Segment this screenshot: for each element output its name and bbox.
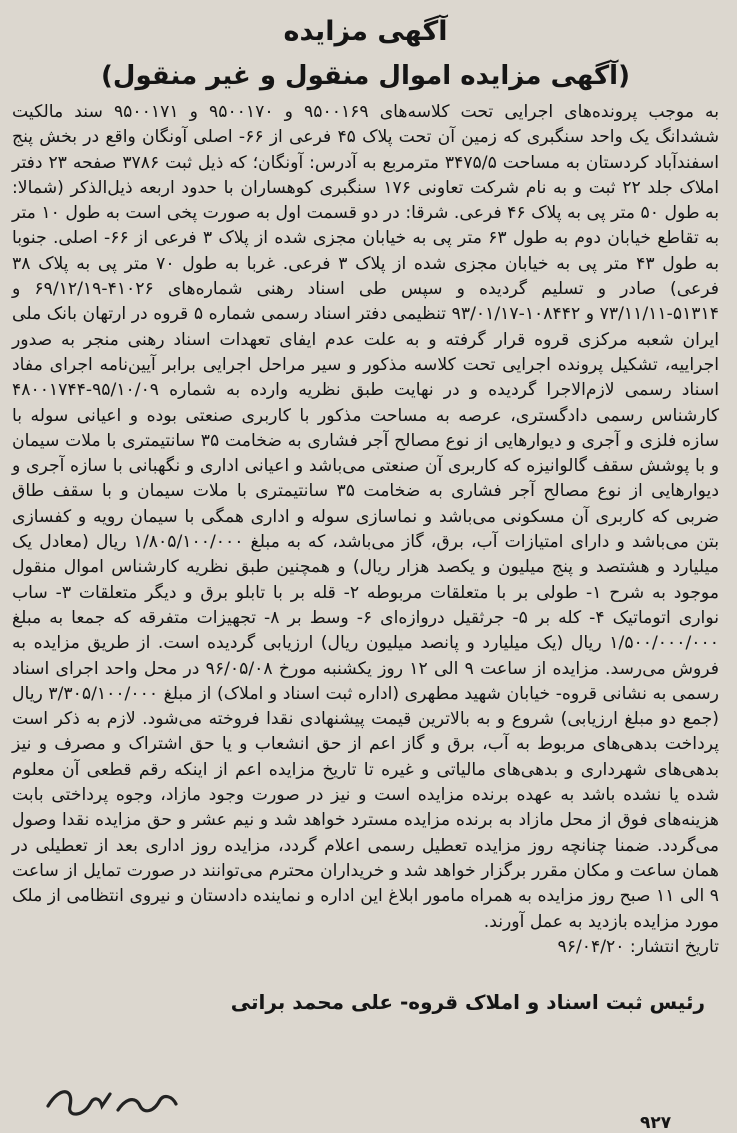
publication-date: تاریخ انتشار: ۹۶/۰۴/۲۰	[557, 936, 719, 957]
notice-subtitle: (آگهی مزایده اموال منقول و غیر منقول)	[101, 61, 630, 91]
page-number: ۹۲۷	[640, 1113, 672, 1133]
notice-title: آگهی مزایده	[283, 16, 448, 47]
signature-line: رئیس ثبت اسناد و املاک قروه- علی محمد براتی	[230, 989, 705, 1014]
handwritten-signature-icon	[40, 1076, 190, 1124]
notice-body: به موجب پرونده‌های اجرایی تحت کلاسه‌های ۹۵۰۰۱۶۹ و ۹۵۰۰۱۷۰ و ۹۵۰۰۱۷۱ سند مالکیت ششدانگ یک واحد سنگبری که زمین آن تحت پلاک ۴۵ فرعی از ۶۶- اصلی آونگان واقع در بخش پنج اسفندآباد کردستان به مساحت ۳۴۷۵/۵ مترمربع به آدرس: آونگان؛ که ذیل ثبت ۳۷۸۶ صفحه ۲۳ دفتر املاک جلد ۲۲ ثبت و به نام شرکت تعاونی ۱۷۶ سنگبری کوهساران با حدود اربعه ذیل‌الذکر (شمالا: به طول ۵۰ متر پی به پلاک ۴۶ فرعی. شرقا: در دو قسمت اول به صورت پخی است به طول ۱۰ متر به تقاطع خیابان دوم به طول ۶۳ متر پی به خیابان مجزی شده از پلاک ۳ فرعی از ۶۶- اصلی. جنوبا به طول ۴۳ متر پی به خیابان مجزی شده از پلاک ۳ فرعی. غربا به طول ۷۰ متر پی به پلاک ۳۸ فرعی) صادر و تسلیم گردیده و سپس طی اسناد رهنی شماره‌های ۴۱۰۲۶-۶۹/۱۲/۱۹ و ۵۱۳۱۴-۷۳/۱۱/۱۱ و ۱۰۸۴۴۲-۹۳/۰۱/۱۷ تنظیمی دفتر اسناد رسمی شماره ۵ قروه در ارتهان بانک ملی ایران شعبه مرکزی قروه قرار گرفته و به علت عدم ایفای تعهدات اسناد رهنی منجر به صدور اجراییه، تشکیل پرونده اجرایی تحت کلاسه مذکور و سیر مراحل اجرایی برابر آیین‌نامه اجرای مفاد اسناد رسمی لازم‌الاجرا گردیده و در نهایت طبق نظریه وارده به شماره ۹۵/۱۰/۰۹-۴۸۰۰۱۷۴۴ کارشناس رسمی دادگستری، عرصه به مساحت مذکور با کاربری صنعتی بوده و اعیانی سوله با سازه فلزی و آجری و دیوارهایی از نوع مصالح آجر فشاری به ضخامت ۳۵ سانتیمتری با ملات سیمان و با پوشش سقف گالوانیزه که کاربری آن صنعتی می‌باشد و اعیانی اداری و نگهبانی با سازه آجری و دیوارهایی از نوع مصالح آجر فشاری به ضخامت ۳۵ سانتیمتری با ملات سیمان و با سقف طاق ضربی که کاربری آن مسکونی می‌باشد و نماسازی سوله و اداری همگی با سیمان رویه و کفسازی بتن می‌باشد و دارای امتیازات آب، برق، گاز می‌باشد، که به مبلغ ۱/۸۰۵/۱۰۰/۰۰۰ ریال (معادل یک میلیارد و هشتصد و پنج میلیون و یکصد هزار ریال) و همچنین طبق نظریه کارشناس اموال منقول موجود به شرح ۱- طولی بر با متعلقات مربوطه ۲- قله بر با تابلو برق و دیگر متعلقات ۳- ساب نواری اتوماتیک ۴- کله بر ۵- جرثقیل دروازه‌ای ۶- وسط بر ۸- تجهیزات متفرقه که جمعا به مبلغ ۱/۵۰۰/۰۰۰/۰۰۰ ریال (یک میلیارد و پانصد میلیون ریال) ارزیابی گردیده است. از طریق مزایده به فروش می‌رسد. مزایده از ساعت ۹ الی ۱۲ روز یکشنبه مورخ ۹۶/۰۵/۰۸ در محل واحد اجرای اسناد رسمی به نشانی قروه- خیابان شهید مطهری (اداره ثبت اسناد و املاک) از مبلغ ۳/۳۰۵/۱۰۰/۰۰۰ ریال (جمع دو مبلغ ارزیابی) شروع و به بالاترین قیمت پیشنهادی نقدا فروخته می‌شود. لازم به ذکر است پرداخت بدهی‌های مربوط به آب، برق و گاز اعم از حق انشعاب و یا حق اشتراک و مصرف و نیز بدهی‌های شهرداری و بدهی‌های مالیاتی و غیره تا تاریخ مزایده اعم از اینکه رقم قطعی آن معلوم شده یا نشده باشد به عهده برنده مزایده است و نیز در صورت وجود مازاد، وجوه پرداختی بابت هزینه‌های فوق از محل مازاد به برنده مزایده مسترد خواهد شد و نیم عشر و حق مزایده نقدا وصول می‌گردد. ضمنا چنانچه روز مزایده تعطیل رسمی اعلام گردد، مزایده روز اداری بعد از تعطیلی در همان ساعت و مکان مقرر برگزار خواهد شد و خریداران محترم می‌توانند در صورت تمایل از ساعت ۹ الی ۱۱ صبح روز مزایده به همراه مامور ابلاغ این اداره و نماینده دادستان و نیروی انتظامی از ملک مورد مزایده بازدید به عمل آورند.	[12, 102, 720, 932]
